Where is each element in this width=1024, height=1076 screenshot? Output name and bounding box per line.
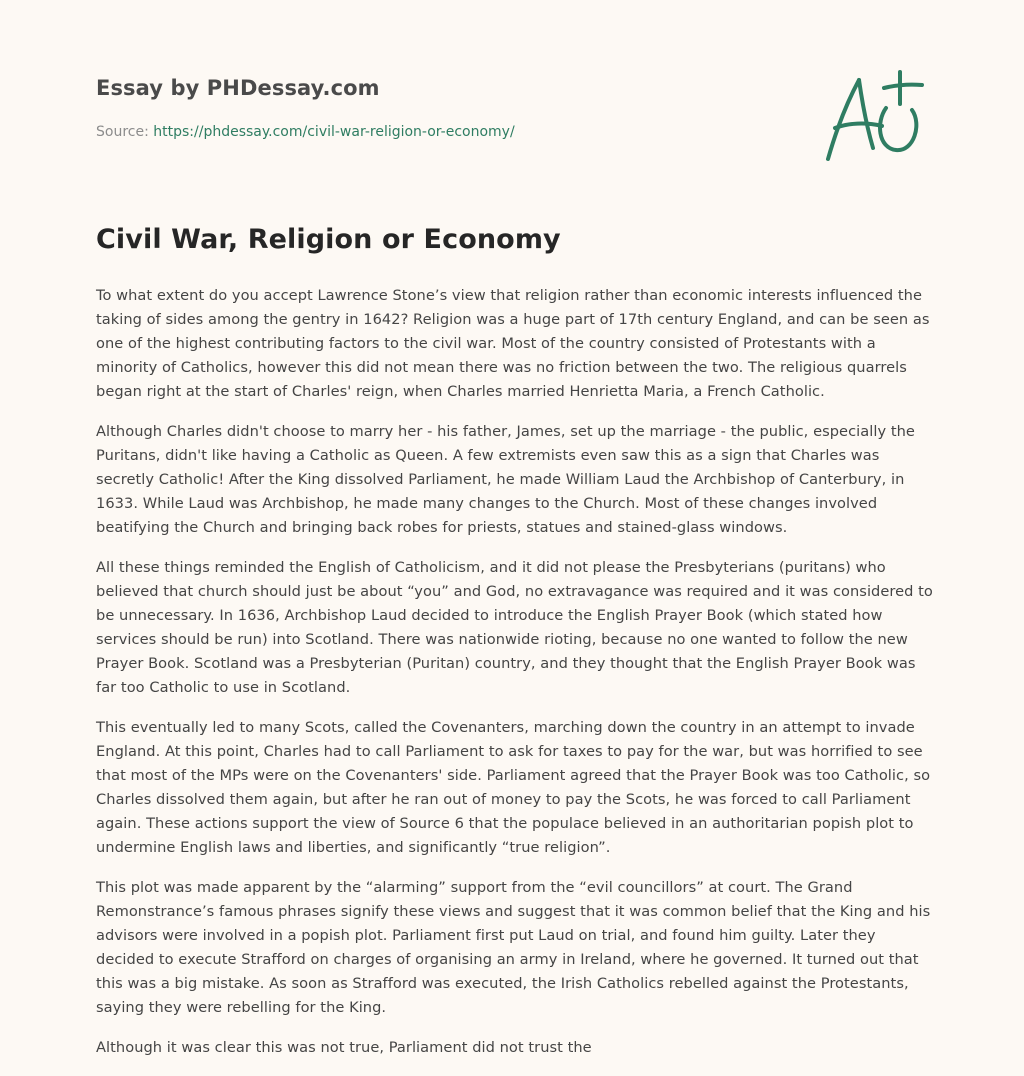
source-label: Source: xyxy=(96,124,154,140)
paragraph: Although it was clear this was not true, Parliament did not trust the xyxy=(96,1039,592,1056)
paragraph: All these things reminded the English of Catholicism, and it did not please the Presbyterians (puritans) who believed that church should just be about “you” and God, no extravagance was required and it was considered to be unnecessary. In 1636, Archbishop Laud decided to introduce the English Prayer Book (which stated how services should be run) into Scotland. There was nationwide rioting, because no one wanted to follow the new Prayer Book. Scotland was a Presbyterian (Puritan) country, and they thought that the English Prayer Book was far too Catholic to use in Scotland. xyxy=(96,559,933,696)
paragraph: This eventually led to many Scots, called the Covenanters, marching down the country in an attempt to invade England. At this point, Charles had to call Parliament to ask for taxes to pay for the war, but was horrified to see that most of the MPs were on the Covenanters' side. Parliament agreed that the Prayer Book was too Catholic, so Charles dissolved them again, but after he ran out of money to pay the Scots, he was forced to call Parliament again. These actions support the view of Source 6 that the populace believed in an authoritarian popish plot to undermine English laws and liberties, and significantly “true religion”. xyxy=(96,719,931,856)
paragraph: This plot was made apparent by the “alarming” support from the “evil councillors” at court. The Grand Remonstrance’s famous phrases signify these views and suggest that it was common belief that the King and his advisors were involved in a popish plot. Parliament first put Laud on trial, and found him guilty. Later they decided to execute Strafford on charges of organising an army in Ireland, where he governed. It turned out that this was a big mistake. As soon as Strafford was executed, the Irish Catholics rebelled against the Protestants, saying they were rebelling for the King. xyxy=(96,879,931,1016)
source-line xyxy=(96,124,515,140)
paragraph: To what extent do you accept Lawrence Stone’s view that religion rather than economic interests influenced the taking of sides among the gentry in 1642? Religion was a huge part of 17th century England, and can be seen as one of the highest contributing factors to the civil war. Most of the country consisted of Protestants with a minority of Catholics, however this did not mean there was no friction between the two. The religious quarrels began right at the start of Charles' reign, when Charles married Henrietta Maria, a French Catholic. xyxy=(96,287,930,400)
site-brand: Essay by PHDessay.com xyxy=(96,76,380,100)
essay-title: Civil War, Religion or Economy xyxy=(96,224,561,255)
paragraph: Although Charles didn't choose to marry her - his father, James, set up the marriage - the public, especially the Puritans, didn't like having a Catholic as Queen. A few extremists even saw this as a sign that Charles was secretly Catholic! After the King dissolved Parliament, he made William Laud the Archbishop of Canterbury, in 1633. While Laud was Archbishop, he made many changes to the Church. Most of these changes involved beatifying the Church and bringing back robes for priests, statues and stained-glass windows. xyxy=(96,423,915,536)
source-link[interactable]: https://phdessay.com/civil-war-religion-or-economy/ xyxy=(153,124,515,140)
essay-body xyxy=(96,284,936,1076)
a-plus-icon xyxy=(818,66,934,166)
